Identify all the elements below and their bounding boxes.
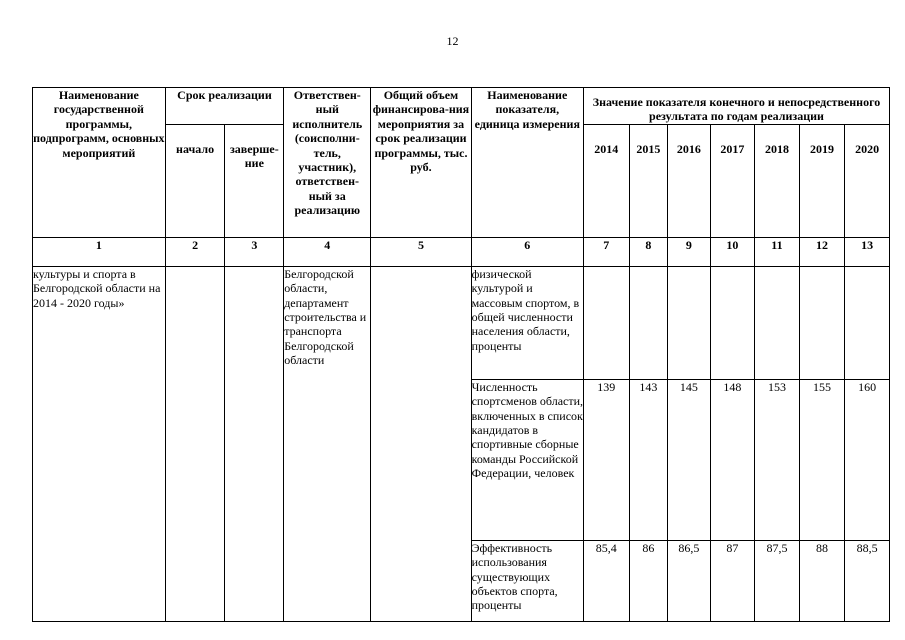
header-year: 2016 [668, 124, 711, 237]
value-cell [629, 266, 667, 379]
value-cell [799, 266, 845, 379]
column-number: 5 [371, 237, 471, 266]
header-financing: Общий объем финансирова-ния мероприятия за срок реализации программы, тыс. руб. [371, 88, 471, 238]
value-cell [584, 266, 630, 379]
value-cell: 88,5 [845, 540, 890, 621]
header-indicator: Наименование показателя, единица измерения [471, 88, 583, 238]
header-period-start: начало [165, 124, 225, 237]
column-number: 8 [629, 237, 667, 266]
header-period: Срок реализации [165, 88, 284, 125]
indicator-name: физической культурой и массовым спортом, в общей численности населения области, проценты [471, 266, 583, 379]
column-number: 11 [755, 237, 800, 266]
executor-cell: Белгородской области, департамент строительства и транспорта Белгородской области [284, 266, 371, 621]
column-number: 2 [165, 237, 225, 266]
column-number: 7 [584, 237, 630, 266]
value-cell: 87 [710, 540, 755, 621]
column-number: 12 [799, 237, 845, 266]
header-year: 2019 [799, 124, 845, 237]
column-number-row [33, 237, 890, 266]
program-table [32, 87, 890, 622]
value-cell: 143 [629, 379, 667, 540]
value-cell: 155 [799, 379, 845, 540]
value-cell: 148 [710, 379, 755, 540]
value-cell [755, 266, 800, 379]
value-cell: 139 [584, 379, 630, 540]
header-year: 2020 [845, 124, 890, 237]
header-program-name: Наименование государственной программы, подпрограмм, основных мероприятий [33, 88, 166, 238]
indicator-name: Эффективность использования существующих объектов спорта, проценты [471, 540, 583, 621]
program-name-cell: культуры и спорта в Белгородской области на 2014 - 2020 годы» [33, 266, 166, 621]
column-number: 9 [668, 237, 711, 266]
value-cell: 86 [629, 540, 667, 621]
value-cell: 88 [799, 540, 845, 621]
column-number: 10 [710, 237, 755, 266]
value-cell: 145 [668, 379, 711, 540]
period-start-cell [165, 266, 225, 621]
column-number: 6 [471, 237, 583, 266]
column-number: 1 [33, 237, 166, 266]
value-cell: 85,4 [584, 540, 630, 621]
value-cell [845, 266, 890, 379]
header-year: 2014 [584, 124, 630, 237]
header-executor: Ответствен-ный исполнитель (соисполни-тель, участник), ответствен-ный за реализацию [284, 88, 371, 238]
value-cell [668, 266, 711, 379]
header-year: 2017 [710, 124, 755, 237]
column-number: 3 [225, 237, 284, 266]
value-cell: 87,5 [755, 540, 800, 621]
table-row [33, 266, 890, 379]
financing-cell [371, 266, 471, 621]
value-cell: 153 [755, 379, 800, 540]
column-number: 13 [845, 237, 890, 266]
page-number: 12 [446, 34, 459, 48]
header-year: 2018 [755, 124, 800, 237]
header-period-end: заверше-ние [225, 124, 284, 237]
header-row-top [33, 88, 890, 125]
header-year: 2015 [629, 124, 667, 237]
value-cell: 160 [845, 379, 890, 540]
value-cell: 86,5 [668, 540, 711, 621]
column-number: 4 [284, 237, 371, 266]
period-end-cell [225, 266, 284, 621]
value-cell [710, 266, 755, 379]
header-values-group: Значение показателя конечного и непосредственного результата по годам реализации [584, 88, 890, 125]
indicator-name: Численность спортсменов области, включенных в список кандидатов в спортивные сборные команды Российской Федерации, человек [471, 379, 583, 540]
